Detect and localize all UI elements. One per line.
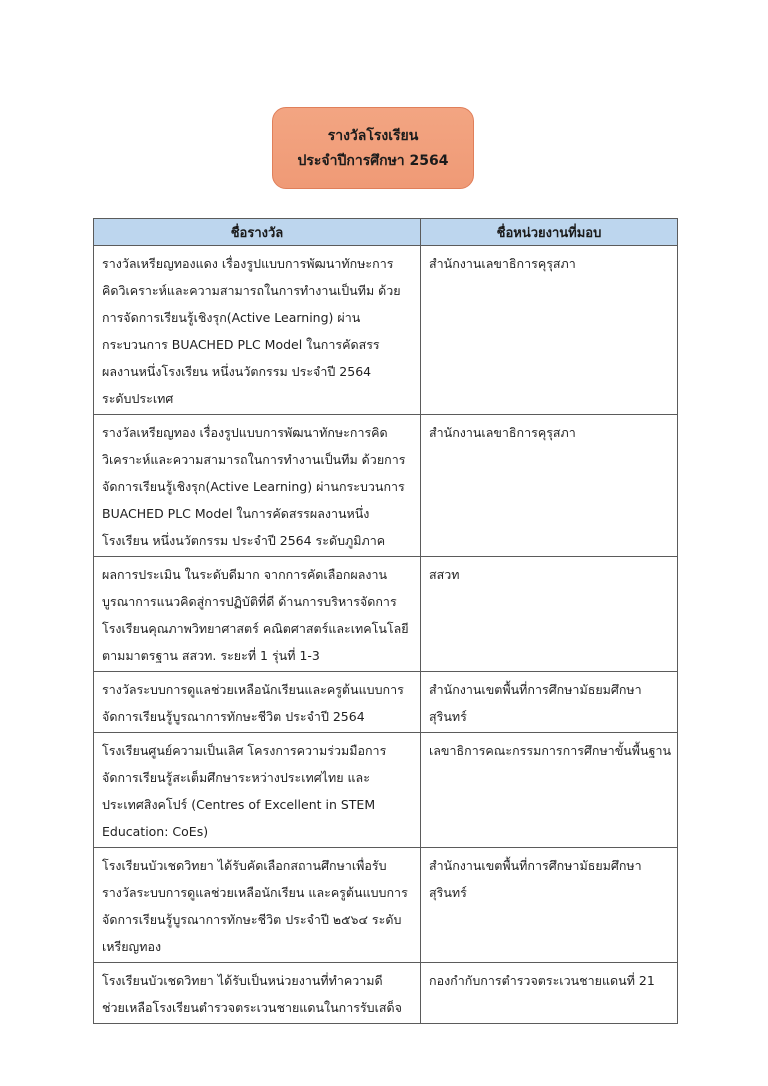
award-text-line: จัดการเรียนรู้บูรณาการทักษะชีวิต ประจำปี 2564 [102,709,365,724]
award-text-line: ผลการประเมิน ในระดับดีมาก จากการคัดเลือกผลงาน [102,567,388,582]
title-line-2: ประจำปีการศึกษา 2564 [297,152,449,169]
title-line-1: รางวัลโรงเรียน [327,127,419,144]
award-text-line: รางวัลเหรียญทอง เรื่องรูปแบบการพัฒนาทักษะการคิด [102,425,388,440]
award-text-line: รางวัลระบบการดูแลช่วยเหลือนักเรียน และครูต้นแบบการ [102,885,408,900]
agency-name-cell [421,963,678,1024]
agency-name-cell [421,733,678,848]
agency-text-line: สุรินทร์ [429,885,467,900]
table-row [94,733,678,848]
award-name-cell [94,733,421,848]
agency-text-line: กองกำกับการตำรวจตระเวนชายแดนที่ 21 [429,973,655,988]
award-text-line: คิดวิเคราะห์และความสามารถในการทำงานเป็นทีม ด้วย [102,283,401,298]
award-text-line: โรงเรียนบัวเชดวิทยา ได้รับเป็นหน่วยงานที่ทำความดี [102,973,383,988]
awards-table [93,218,678,1024]
table-row [94,672,678,733]
award-name-cell [94,848,421,963]
award-name-cell [94,672,421,733]
award-text-line: ระดับประเทศ [102,391,174,406]
award-text-line: ช่วยเหลือโรงเรียนตำรวจตระเวนชายแดนในการรับเสด็จ [102,1000,402,1015]
award-text-line: จัดการเรียนรู้เชิงรุก(Active Learning) ผ่านกระบวนการ [102,479,405,494]
agency-text-line: สำนักงานเลขาธิการคุรุสภา [429,256,576,271]
award-text-line: รางวัลระบบการดูแลช่วยเหลือนักเรียนและครูต้นแบบการ [102,682,404,697]
award-text-line: ประเทศสิงคโปร์ (Centres of Excellent in STEM [102,797,376,812]
award-text-line: BUACHED PLC Model ในการคัดสรรผลงานหนึ่ง [102,506,370,521]
award-text-line: ตามมาตรฐาน สสวท. ระยะที่ 1 รุ่นที่ 1-3 [102,648,320,663]
award-name-cell [94,557,421,672]
award-text-line: โรงเรียนศูนย์ความเป็นเลิศ โครงการความร่วมมือการ [102,743,387,758]
table-row [94,415,678,557]
agency-text-line: สสวท [429,567,460,582]
table-body [94,246,678,1024]
agency-name-cell [421,848,678,963]
award-text-line: รางวัลเหรียญทองแดง เรื่องรูปแบบการพัฒนาทักษะการ [102,256,394,271]
table-row [94,848,678,963]
award-text-line: ผลงานหนึ่งโรงเรียน หนึ่งนวัตกรรม ประจำปี 2564 [102,364,372,379]
table-row [94,246,678,415]
agency-text-line: สำนักงานเลขาธิการคุรุสภา [429,425,576,440]
award-text-line: กระบวนการ BUACHED PLC Model ในการคัดสรร [102,337,380,352]
award-text-line: จัดการเรียนรู้สะเต็มศึกษาระหว่างประเทศไทย และ [102,770,370,785]
award-text-line: จัดการเรียนรู้บูรณาการทักษะชีวิต ประจำปี ๒๕๖๔ ระดับ [102,912,402,927]
award-text-line: โรงเรียนคุณภาพวิทยาศาสตร์ คณิตศาสตร์และเทคโนโลยี [102,621,409,636]
award-name-cell [94,246,421,415]
header-award-name: ชื่อรางวัล [94,219,421,246]
agency-text-line: สุรินทร์ [429,709,467,724]
agency-name-cell [421,557,678,672]
award-text-line: วิเคราะห์และความสามารถในการทำงานเป็นทีม ด้วยการ [102,452,406,467]
award-name-cell [94,415,421,557]
award-text-line: โรงเรียน หนึ่งนวัตกรรม ประจำปี 2564 ระดับภูมิภาค [102,533,386,548]
award-text-line: เหรียญทอง [102,939,162,954]
table-header-row [94,219,678,246]
header-agency-name: ชื่อหน่วยงานที่มอบ [421,219,678,246]
award-text-line: บูรณาการแนวคิดสู่การปฏิบัติที่ดี ด้านการบริหารจัดการ [102,594,397,609]
table-row [94,963,678,1024]
agency-name-cell [421,415,678,557]
agency-text-line: สำนักงานเขตพื้นที่การศึกษามัธยมศึกษา [429,858,642,873]
agency-text-line: สำนักงานเขตพื้นที่การศึกษามัธยมศึกษา [429,682,642,697]
agency-text-line: เลขาธิการคณะกรรมการการศึกษาขั้นพื้นฐาน [429,743,671,758]
agency-name-cell [421,672,678,733]
award-text-line: Education: CoEs) [102,824,209,839]
award-name-cell [94,963,421,1024]
award-text-line: การจัดการเรียนรู้เชิงรุก(Active Learning) ผ่าน [102,310,361,325]
table-row [94,557,678,672]
title-box [272,107,474,189]
award-text-line: โรงเรียนบัวเชดวิทยา ได้รับคัดเลือกสถานศึกษาเพื่อรับ [102,858,387,873]
agency-name-cell [421,246,678,415]
